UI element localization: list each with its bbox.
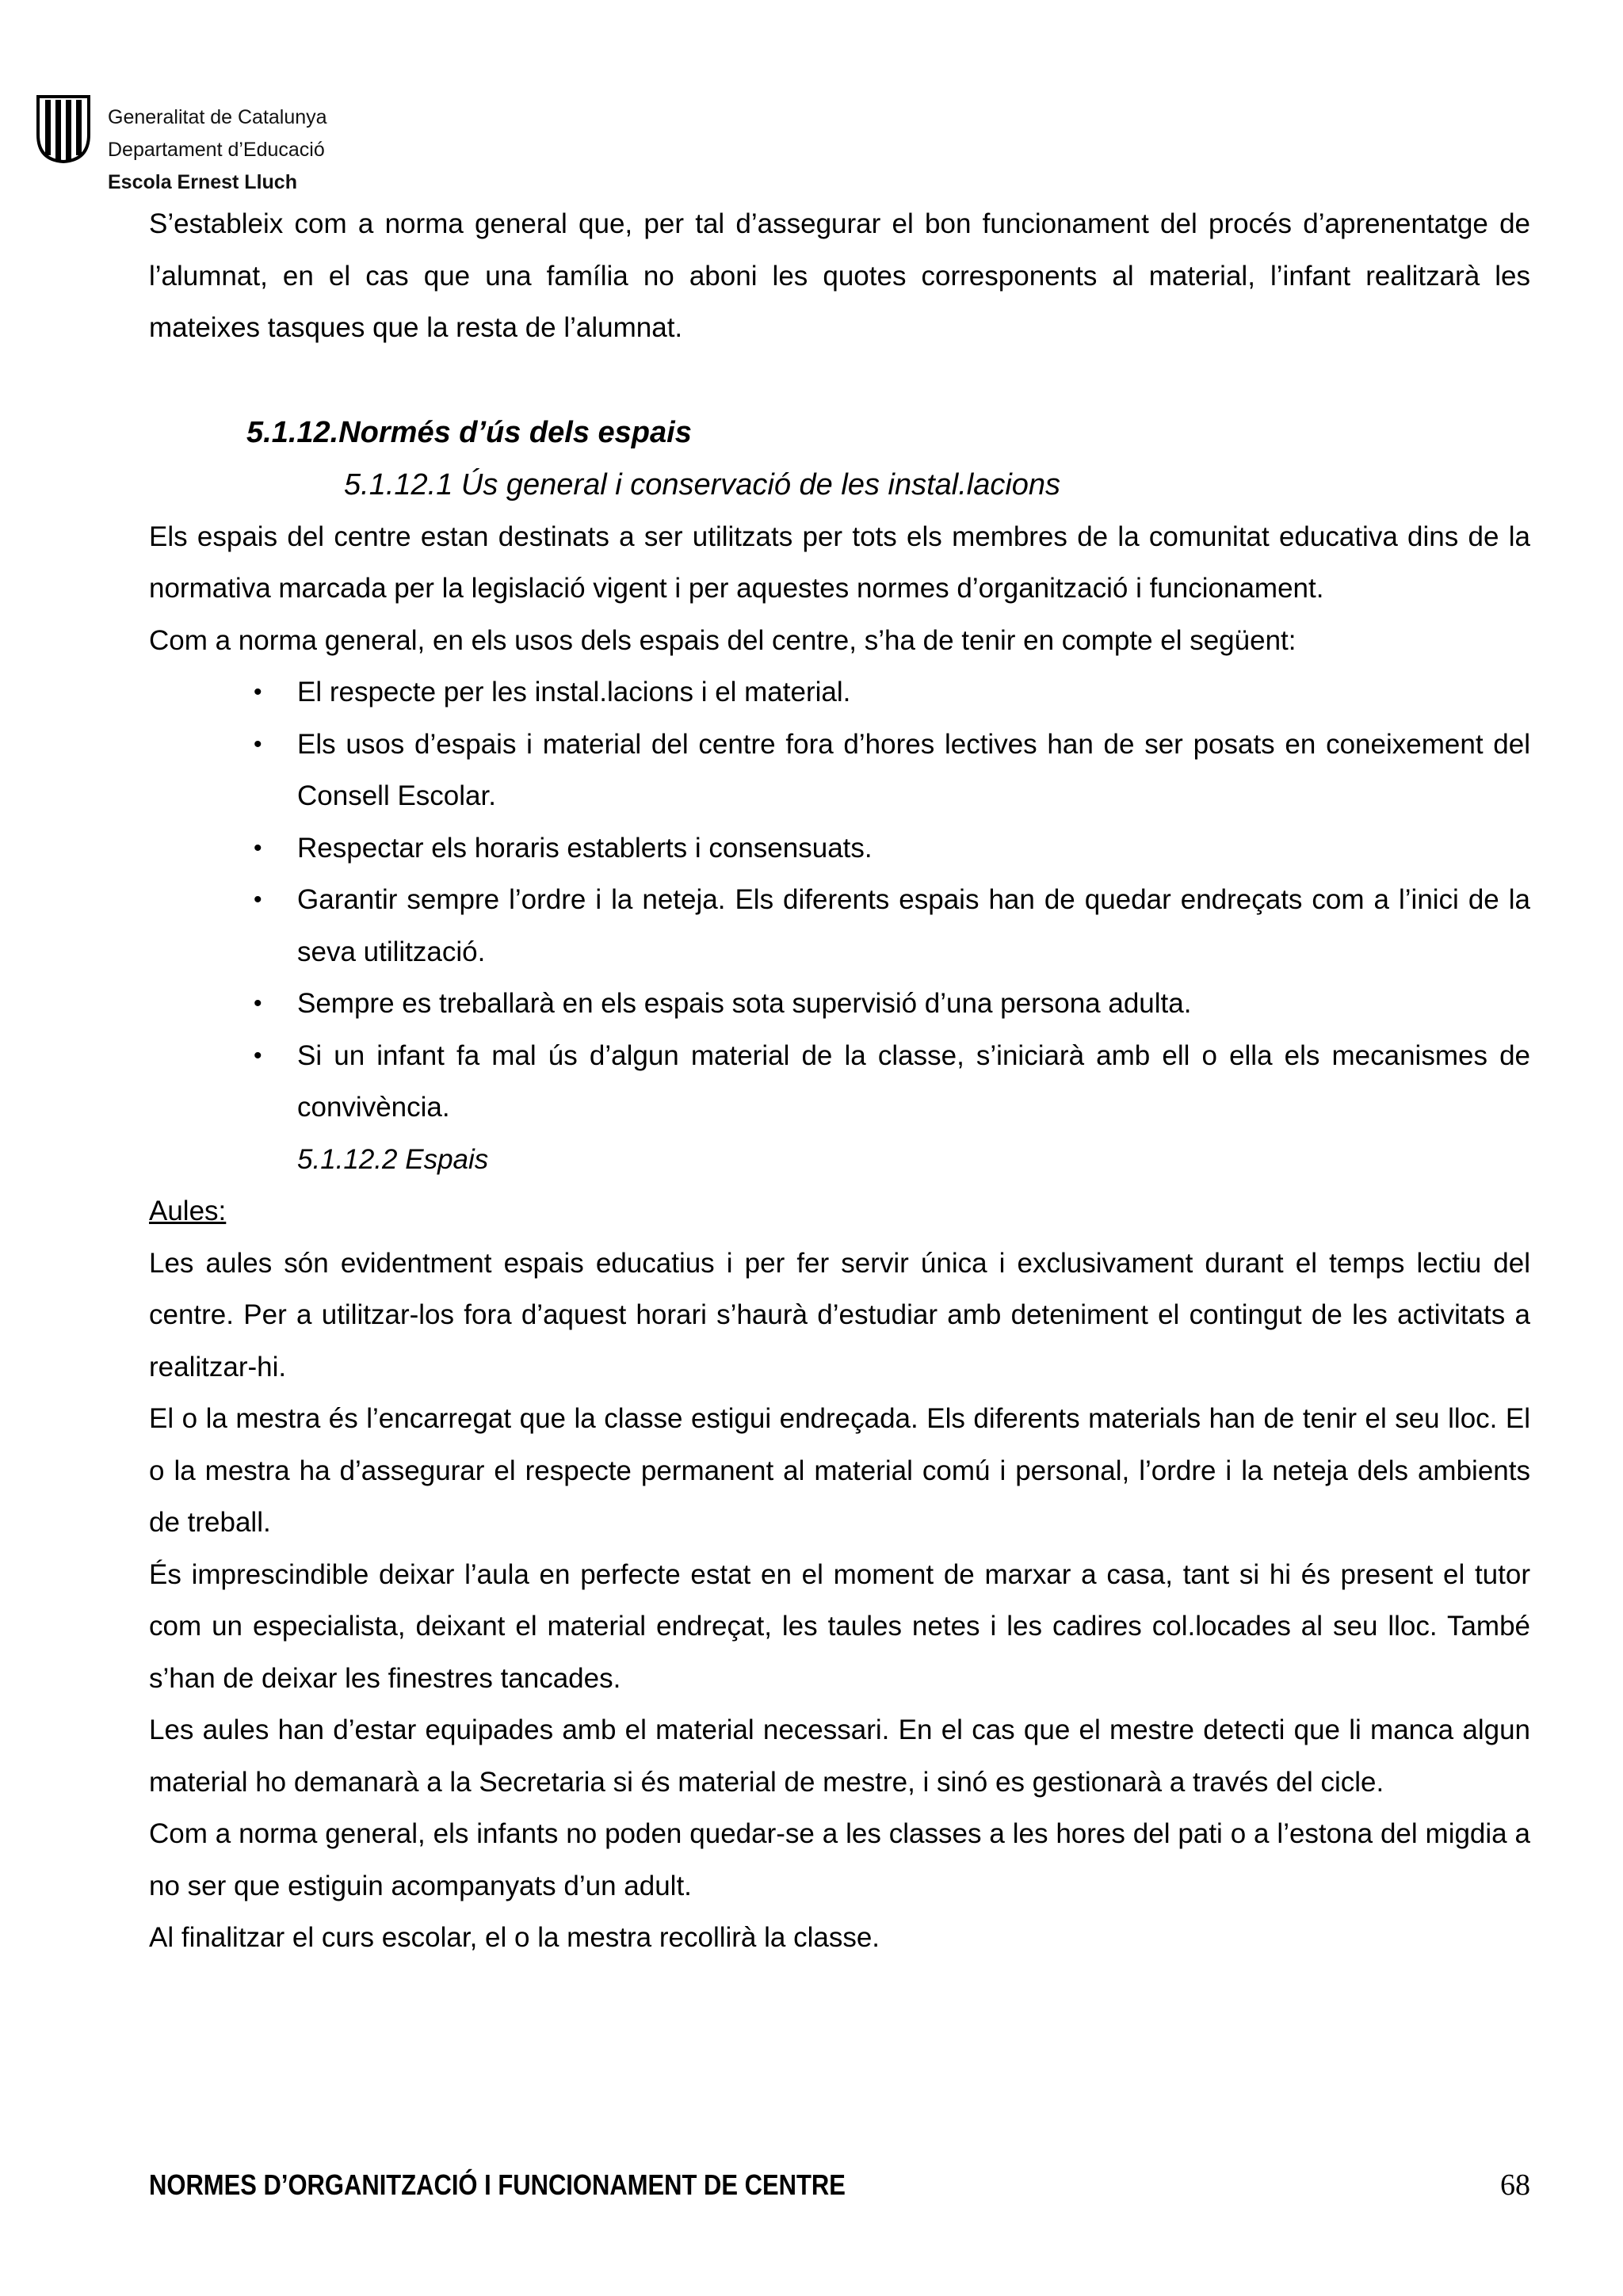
subsection-heading-2: 5.1.12.2 Espais — [297, 1143, 489, 1175]
page-footer — [149, 2161, 1530, 2209]
list-item: • El respecte per les instal.lacions i el material. — [149, 666, 1530, 719]
footer-title: NORMES D’ORGANITZACIÓ I FUNCIONAMENT DE CENTRE — [149, 2168, 846, 2201]
list-item: • Si un infant fa mal ús d’algun material de la classe, s’iniciarà amb ell o ella els mecanismes de convivència. — [149, 1030, 1530, 1134]
bullet-icon: • — [254, 834, 262, 861]
paragraph-espais-centre: Els espais del centre estan destinats a ser utilitzats per tots els membres de la comunitat educativa dins de la normativa marcada per la legislació vigent i per aquestes normes d’organització i funcionament. — [149, 521, 1530, 604]
catalan-flag-icon — [35, 93, 92, 163]
page-number: 68 — [1500, 2168, 1530, 2202]
org-name: Generalitat de Catalunya — [108, 106, 327, 128]
school-name: Escola Ernest Lluch — [108, 171, 297, 193]
paragraph-aules-2: El o la mestra és l’encarregat que la classe estigui endreçada. Els diferents materials han de tenir el seu lloc. El o la mestra ha d’assegurar el respecte permanent al material comú i personal, l’ordre i la neteja dels ambients de treball. — [149, 1403, 1530, 1538]
paragraph-norma-general: Com a norma general, en els usos dels espais del centre, s’ha de tenir en compte el següent: — [149, 624, 1296, 656]
paragraph-aules-4: Les aules han d’estar equipades amb el material necessari. En el cas que el mestre detecti que li manca algun material ho demanarà a la Secretaria si és material de mestre, i sinó es gestionarà a través del cicle. — [149, 1714, 1530, 1798]
aules-label: Aules: — [149, 1196, 227, 1226]
list-item: • Els usos d’espais i material del centre fora d’hores lectives han de ser posats en coneixement del Consell Escolar. — [149, 719, 1530, 822]
spacer — [149, 354, 1530, 406]
department-name: Departament d’Educació — [108, 139, 325, 161]
bullet-icon: • — [254, 990, 262, 1016]
section-heading: 5.1.12.Normés d’ús dels espais — [246, 415, 692, 449]
page-body — [149, 198, 1530, 1964]
bullet-icon: • — [254, 1042, 262, 1069]
letterhead-text — [108, 101, 583, 199]
rules-list — [149, 666, 1530, 1134]
bullet-icon: • — [254, 730, 262, 757]
paragraph-aules-3: És imprescindible deixar l’aula en perfecte estat en el moment de marxar a casa, tant si hi és present el tutor com un especialista, deixant el material endreçat, les taules netes i les cadires col.locades al seu lloc. També s’han de deixar les finestres tancades. — [149, 1558, 1530, 1694]
bullet-icon: • — [254, 887, 262, 913]
list-item: • Sempre es treballarà en els espais sota supervisió d’una persona adulta. — [149, 978, 1530, 1030]
subsection-heading-1: 5.1.12.1 Ús general i conservació de les instal.lacions — [344, 467, 1061, 502]
paragraph-aules-1: Les aules són evidentment espais educatius i per fer servir única i exclusivament durant el temps lectiu del centre. Per a utilitzar-los fora d’aquest horari s’haurà d’estudiar amb deteniment el contingut de les activitats a realitzar-hi. — [149, 1247, 1530, 1383]
intro-paragraph: S’estableix com a norma general que, per tal d’assegurar el bon funcionament del procés d’aprenentatge de l’alumnat, en el cas que una família no aboni les quotes corresponents al material, l’infant realitzarà les mateixes tasques que la resta de l’alumnat. — [149, 208, 1530, 343]
bullet-icon: • — [254, 679, 262, 705]
paragraph-aules-5: Com a norma general, els infants no poden quedar-se a les classes a les hores del pati o a l’estona del migdia a no ser que estiguin acompanyats d’un adult. — [149, 1818, 1530, 1901]
list-item: • Garantir sempre l’ordre i la neteja. Els diferents espais han de quedar endreçats com a l’inici de la seva utilització. — [149, 874, 1530, 978]
list-item: • Respectar els horaris establerts i consensuats. — [149, 822, 1530, 875]
paragraph-aules-6: Al finalitzar el curs escolar, el o la mestra recollirà la classe. — [149, 1922, 880, 1953]
